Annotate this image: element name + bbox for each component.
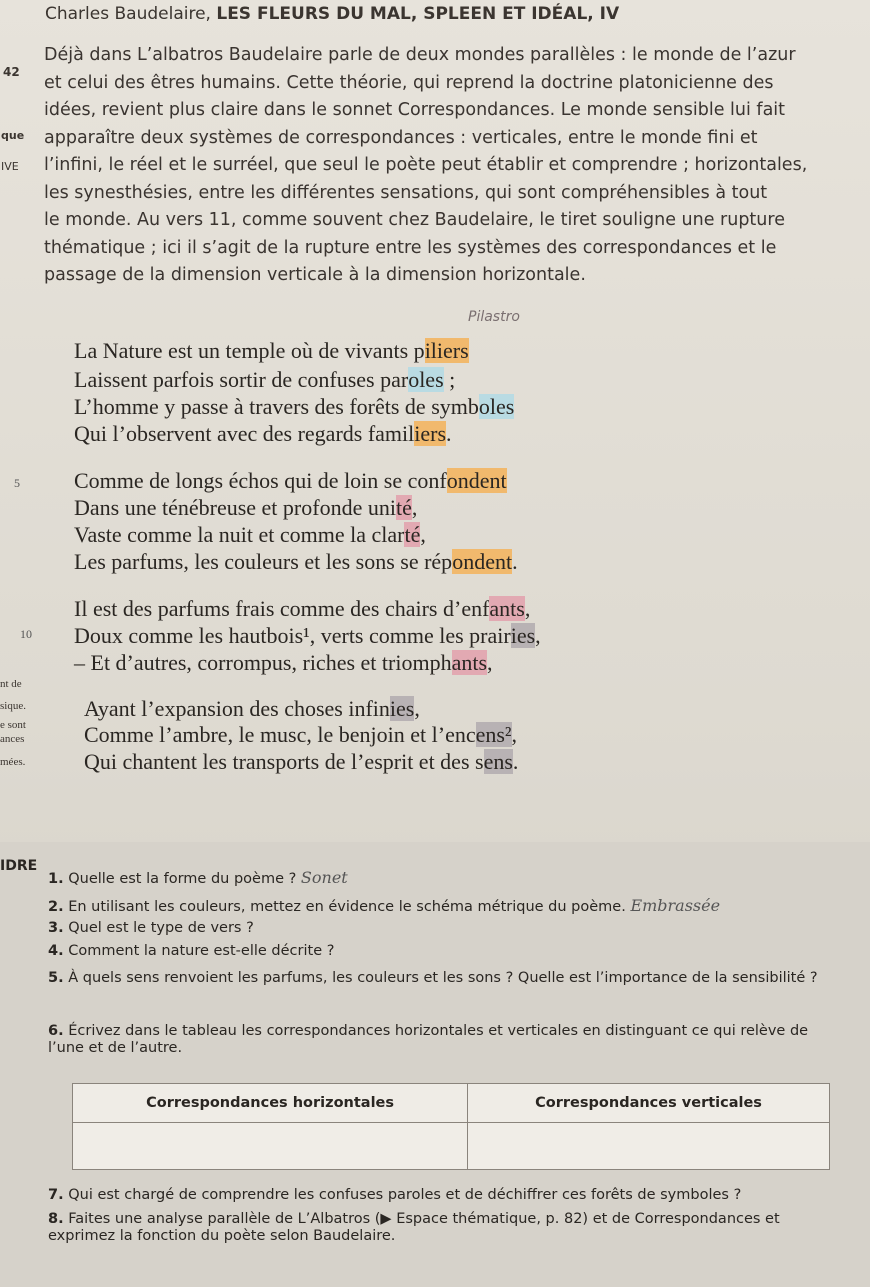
intro-line: apparaître deux systèmes de correspondances : verticales, entre le monde fini et <box>44 127 758 148</box>
rhyme-highlight: ondent <box>446 468 507 493</box>
margin-fragment: ances <box>0 733 25 745</box>
poem-verse: Comme l’ambre, le musc, le benjoin et l’encens², <box>84 722 518 747</box>
rhyme-highlight: oles <box>478 394 515 419</box>
rhyme-highlight: ondent <box>452 549 513 574</box>
intro-paragraph <box>44 42 844 290</box>
margin-label-42: 42 <box>3 65 20 79</box>
margin-label-que: que <box>1 129 25 142</box>
margin-fragment: mées. <box>0 756 26 768</box>
intro-line: Déjà dans L’albatros Baudelaire parle de deux mondes parallèles : le monde de l’azur <box>44 45 796 65</box>
poem-verse: Vaste comme la nuit et comme la clarté, <box>74 522 426 547</box>
poem-verse: Les parfums, les couleurs et les sons se répondent. <box>74 549 518 574</box>
correspondances-table <box>72 1083 830 1170</box>
question-2: 2. En utilisant les couleurs, mettez en évidence le schéma métrique du poème. Embrassée <box>48 896 721 915</box>
rhyme-highlight: oles <box>408 367 444 392</box>
rhyme-highlight: ants <box>451 650 488 675</box>
margin-label-ive: IVE <box>1 160 19 173</box>
rhyme-highlight: iliers <box>424 338 469 363</box>
poem-verse: – Et d’autres, corrompus, riches et triomphants, <box>74 650 493 675</box>
rhyme-highlight: té <box>404 522 421 547</box>
margin-fragment: sique. <box>0 700 26 712</box>
header-title: LES FLEURS DU MAL, SPLEEN ET IDÉAL, IV <box>216 4 620 24</box>
poem-verse: Dans une ténébreuse et profonde unité, <box>74 495 418 520</box>
rhyme-highlight: ies <box>510 623 536 648</box>
table-header-verticales: Correspondances verticales <box>468 1084 830 1123</box>
poem-verse: Doux comme les hautbois¹, verts comme les prairies, <box>74 623 541 648</box>
question-3: 3. Quel est le type de vers ? <box>48 920 254 936</box>
question-7: 7. Qui est chargé de comprendre les confuses paroles et de déchiffrer ces forêts de symboles ? <box>48 1187 742 1203</box>
table-header-horizontales: Correspondances horizontales <box>73 1084 468 1123</box>
question-4: 4. Comment la nature est-elle décrite ? <box>48 943 335 959</box>
poem-verse: Ayant l’expansion des choses infinies, <box>84 696 420 721</box>
intro-line: et celui des êtres humains. Cette théorie, qui reprend la doctrine platonicienne des <box>44 72 774 93</box>
poem-verse: Qui chantent les transports de l’esprit et des sens. <box>84 749 519 774</box>
question-6: 6. Écrivez dans le tableau les correspondances horizontales et verticales en distinguant ce qui relève de l’une et de l’autre. <box>48 1023 809 1056</box>
question-5: 5. À quels sens renvoient les parfums, les couleurs et les sons ? Quelle est l’importance de la sensibilité ? <box>48 970 818 986</box>
margin-fragment: nt de <box>0 678 22 690</box>
poem-verse: Il est des parfums frais comme des chairs d’enfants, <box>74 596 531 621</box>
intro-line: les synesthésies, entre les différentes sensations, qui sont compréhensibles à tout <box>44 182 768 203</box>
margin-fragment: e sont <box>0 719 26 731</box>
rhyme-highlight: ens² <box>475 722 512 747</box>
table-cell-verticales[interactable] <box>468 1123 830 1170</box>
rhyme-highlight: ies <box>389 696 415 721</box>
handwritten-note-pilastro: Pilastro <box>468 309 520 325</box>
verse-number-5: 5 <box>14 476 20 490</box>
intro-line: thématique ; ici il s’agit de la rupture entre les systèmes des correspondances et le <box>44 237 777 258</box>
poem-verse: Comme de longs échos qui de loin se confondent <box>74 468 507 493</box>
rhyme-highlight: iers <box>414 421 447 446</box>
question-8: 8. Faites une analyse parallèle de L’Albatros (▶ Espace thématique, p. 82) et de Correspondances et exprimez la fonction du poète selon Baudelaire. <box>48 1211 780 1244</box>
rhyme-highlight: ants <box>489 596 525 621</box>
page-header <box>45 4 619 24</box>
verse-number-10: 10 <box>20 627 32 641</box>
poem-verse: L’homme y passe à travers des forêts de symboles <box>74 394 515 419</box>
handwritten-answer-sonnet: Sonet <box>300 868 348 887</box>
questions-header: IDRE <box>0 858 38 874</box>
intro-line: passage de la dimension verticale à la dimension horizontale. <box>44 265 586 285</box>
poem-verse: Laissent parfois sortir de confuses paroles ; <box>74 367 456 392</box>
rhyme-highlight: té <box>395 495 412 520</box>
poem-verse: La Nature est un temple où de vivants piliers <box>74 338 469 363</box>
handwritten-answer-embrassee: Embrassée <box>630 896 721 915</box>
intro-line: le monde. Au vers 11, comme souvent chez Baudelaire, le tiret souligne une rupture <box>44 210 785 230</box>
rhyme-highlight: ens <box>483 749 513 774</box>
table-cell-horizontales[interactable] <box>73 1123 468 1170</box>
intro-line: idées, revient plus claire dans le sonnet Correspondances. Le monde sensible lui fait <box>44 100 786 120</box>
poem-verse: Qui l’observent avec des regards familiers. <box>74 421 452 446</box>
question-1: 1. Quelle est la forme du poème ? Sonet <box>48 868 348 887</box>
header-author: Charles Baudelaire, <box>45 4 217 24</box>
intro-line: l’infini, le réel et le surréel, que seul le poète peut établir et comprendre ; horizontales, <box>44 155 808 175</box>
